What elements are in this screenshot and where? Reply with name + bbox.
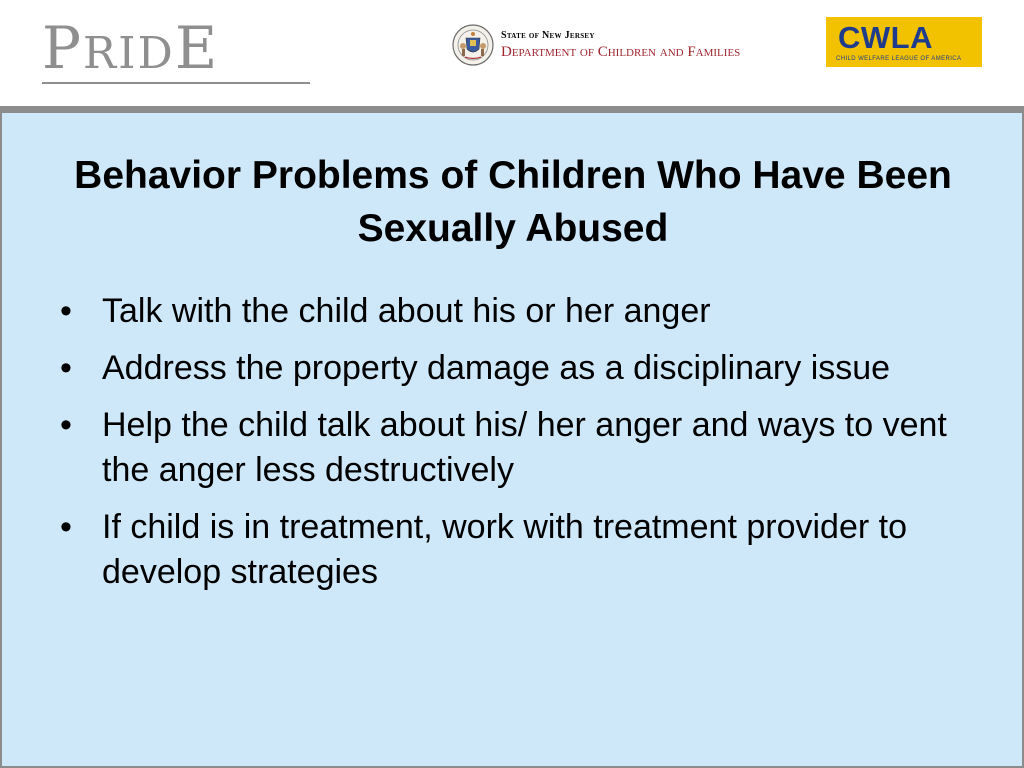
pride-logo [42, 14, 220, 84]
nj-department-line: Department of Children and Families [501, 44, 741, 60]
pride-logo-last: E [174, 14, 220, 82]
bullet-item [60, 289, 980, 334]
bullet-item [60, 505, 980, 595]
bullet-text: If child is in treatment, work with treatment provider to develop strategies [102, 508, 907, 591]
pride-logo-underline [42, 82, 310, 84]
new-jersey-state-seal-icon [452, 24, 494, 66]
cwla-logo-word: CWLA [838, 20, 933, 55]
cwla-logo [826, 17, 982, 67]
header-divider [0, 106, 1024, 113]
bullet-text: Help the child talk about his/ her anger and ways to vent the anger less destructively [102, 406, 947, 489]
bullet-dot-icon: • [60, 406, 72, 444]
bullet-item [60, 403, 980, 493]
bullet-text: Talk with the child about his or her anger [102, 292, 711, 330]
bullet-text: Address the property damage as a disciplinary issue [102, 349, 891, 387]
slide-header [0, 0, 1024, 107]
bullet-dot-icon: • [60, 292, 72, 330]
bullet-dot-icon: • [60, 349, 72, 387]
bullet-item [60, 346, 980, 391]
cwla-logo-subtitle: CHILD WELFARE LEAGUE OF AMERICA [836, 56, 962, 62]
nj-dcf-logo [501, 30, 740, 61]
bullet-list [60, 289, 980, 607]
pride-logo-first: P [42, 14, 84, 82]
slide-title: Behavior Problems of Children Who Have Been Sexually Abused [74, 154, 952, 250]
slide-content [0, 113, 1024, 768]
pride-logo-middle: RID [83, 28, 175, 79]
bullet-dot-icon: • [60, 508, 72, 546]
nj-state-line: State of New Jersey [501, 30, 595, 41]
